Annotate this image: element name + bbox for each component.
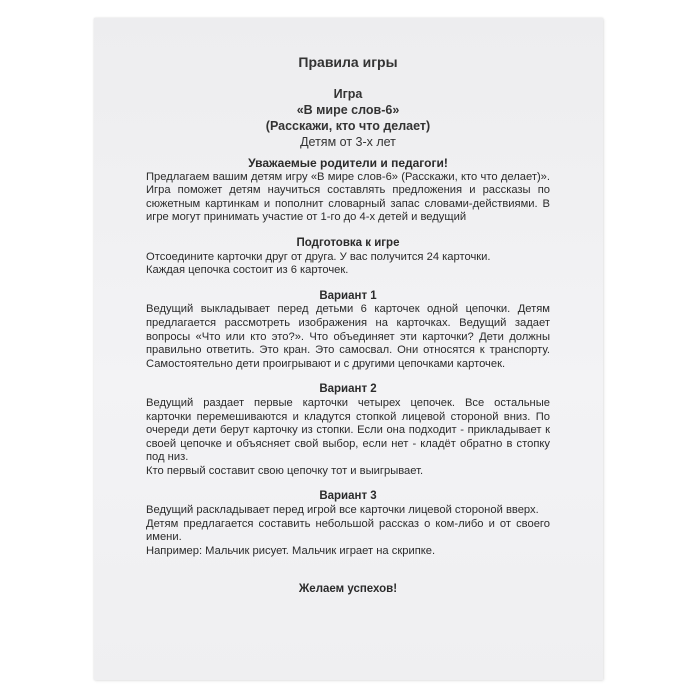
closing-wish: Желаем успехов! [298,583,398,596]
variant-3-line-2: Детям предлагается составить небольшой рассказ о ком-либо и от своего имени. [146,517,550,544]
variant-3-line-1: Ведущий раскладывает перед игрой все карточки лицевой стороной вверх. [146,504,539,517]
rules-sheet [94,18,603,680]
game-subtitle: (Расскажи, кто что делает) [265,119,431,133]
variant-1-text: Ведущий выкладывает перед детьми 6 карточек одной цепочки. Детям предлагается рассмотреть изображения на карточках. Ведущий задает вопросы «Что или кто это?». Что объединяет эти карточки? Дети должны правильно ответить. Это кран. Это самосвал. Они относятся к транспорту. Самостоятельно дети проигрывают и с другими цепочками карточек. [146,303,550,370]
game-label: Игра [333,87,363,101]
variant-3-line-3: Например: Мальчик рисует. Мальчик играет на скрипке. [146,544,436,557]
variant-2-heading: Вариант 2 [319,383,377,396]
game-name: «В мире слов-6» [296,103,400,117]
variant-2-text: Ведущий раздает первые карточки четырех цепочек. Все остальные карточки перемешиваются и кладутся стопкой лицевой стороной вниз. По очереди дети берут карточку из стопки. Если она подходит - прикладывает к своей цепочке и объясняет свой выбор, если нет - кладёт обратно в стопку под низ. [146,396,550,464]
greeting-text: Предлагаем вашим детям игру «В мире слов-6» (Расскажи, кто что делает)». Игра поможет детям научиться составлять предложения и рассказы по сюжетным картинкам и пополнит словарный запас словами-действиями. В игре могут принимать участие от 1-го до 4-х детей и ведущий [146,170,550,224]
greeting-heading: Уважаемые родители и педагоги! [248,156,448,170]
variant-2-line-2: Кто первый составит свою цепочку тот и выигрывает. [146,464,424,477]
preparation-heading: Подготовка к игре [296,236,400,249]
preparation-line-2: Каждая цепочка состоит из 6 карточек. [146,264,349,277]
rules-content [146,54,550,597]
preparation-line-1: Отсоедините карточки друг от друга. У вас получится 24 карточки. [146,250,491,263]
variant-3-heading: Вариант 3 [319,490,377,503]
variant-1-heading: Вариант 1 [319,289,377,302]
page-title: Правила игры [298,54,398,70]
age-label: Детям от 3-х лет [300,135,396,149]
